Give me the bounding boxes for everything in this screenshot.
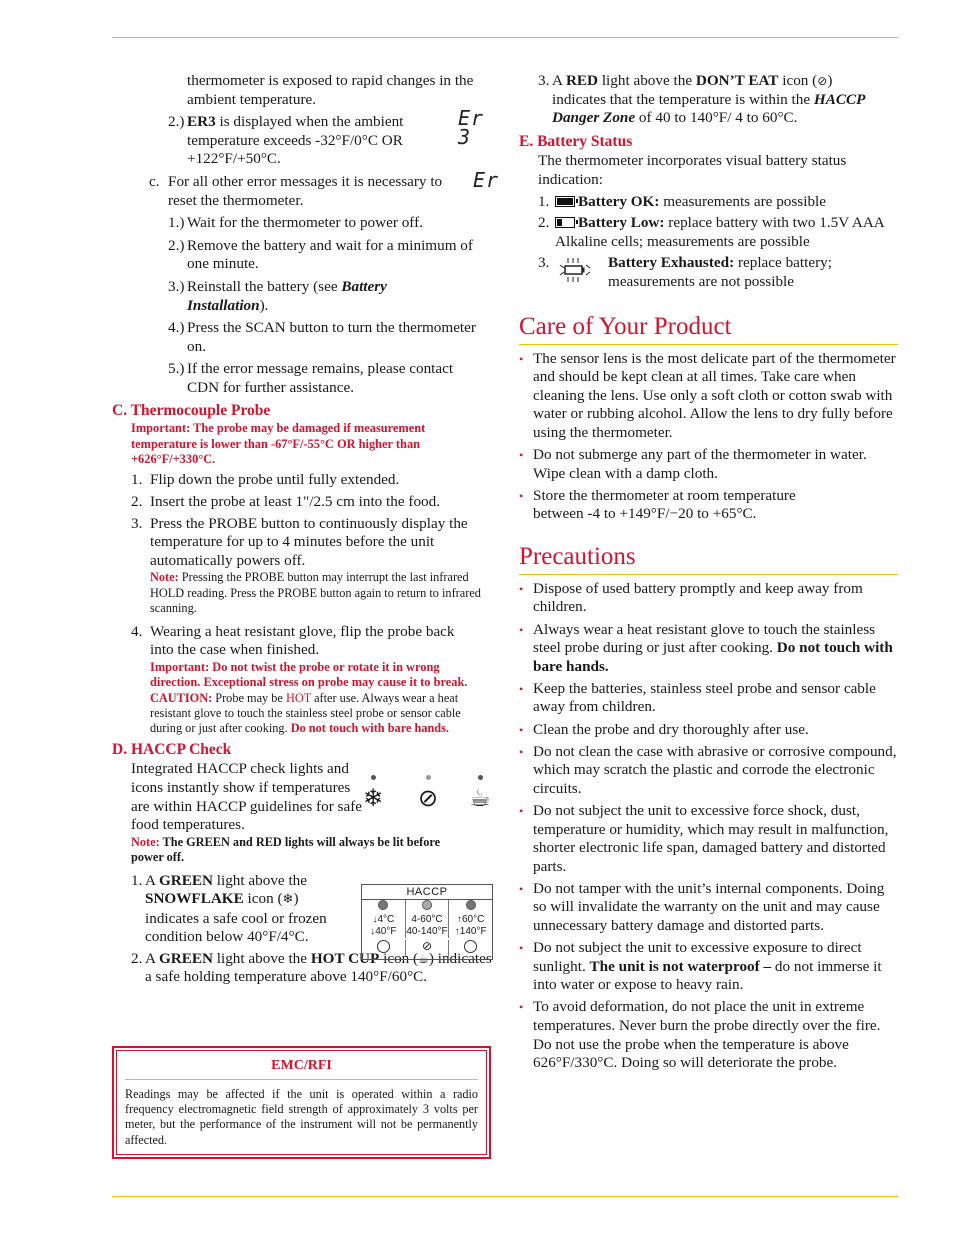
bullet-icon: • bbox=[519, 744, 524, 759]
er3-text: is displayed when the ambient temperature exceeds -32°F/0°C OR +122°F/+50°C. bbox=[187, 113, 404, 168]
cell: ↑60°C bbox=[457, 914, 485, 925]
icon-cell bbox=[362, 940, 406, 957]
step-text: Press the SCAN button to turn the thermometer on. bbox=[187, 319, 476, 355]
bullet-bold: Do not touch with bare hands. bbox=[533, 639, 893, 675]
bullet-text: Keep the batteries, stainless steel probe and sensor cable away from children. bbox=[533, 679, 876, 716]
dont-eat-indicator bbox=[413, 775, 443, 811]
snowflake-icon: ❄ bbox=[282, 892, 294, 908]
hot-cup-icon: ☕ bbox=[418, 951, 429, 966]
cell: 4-60°C bbox=[406, 914, 450, 926]
item-num: 1. bbox=[131, 871, 143, 889]
item-text: ) indicates a safe cool or frozen condition below 40°F/4°C. bbox=[145, 890, 327, 946]
precautions-heading: Precautions bbox=[519, 542, 898, 575]
item-num: 2. bbox=[131, 492, 143, 510]
battery-exhausted-item bbox=[538, 254, 898, 291]
icon-cell bbox=[406, 940, 450, 957]
list-item bbox=[519, 487, 833, 524]
battery-ok-item bbox=[538, 193, 898, 212]
caution-text-2: after use. Always wear a heat resistant glove to touch the stainless steel probe or sensor cable during or just after cooking. bbox=[150, 690, 461, 736]
emc-inner bbox=[116, 1050, 487, 1155]
indicator-led bbox=[371, 775, 376, 780]
emc-body: Readings may be affected if the unit is operated within a radio frequency electromagnetic field strength of approximately 3 volts per meter, but the performance of the instrument will not be permanently affected. bbox=[125, 1086, 478, 1147]
item-text: icon ( bbox=[243, 890, 283, 908]
circle-icon bbox=[464, 940, 477, 953]
right-column bbox=[519, 72, 898, 1076]
haccp-note bbox=[131, 835, 471, 866]
led-circle bbox=[466, 900, 476, 910]
section-d-heading: D. HACCP Check bbox=[112, 740, 232, 758]
haccp-table-celsius bbox=[362, 914, 492, 926]
probe-item-3 bbox=[131, 515, 493, 571]
list-item bbox=[519, 580, 898, 617]
item-num: 3. bbox=[538, 72, 550, 89]
item-text: A bbox=[145, 949, 159, 967]
c-label: c. bbox=[149, 172, 160, 190]
note-label: Note: bbox=[131, 834, 160, 849]
care-list bbox=[519, 350, 898, 524]
c-text: For all other error messages it is necessary to reset the thermometer. bbox=[168, 172, 443, 209]
led-cell bbox=[406, 900, 450, 914]
led-circle bbox=[422, 900, 432, 910]
battery-text: measurements are possible bbox=[659, 192, 826, 210]
snowflake-word: SNOWFLAKE bbox=[145, 890, 244, 908]
probe-important-2: Important: Do not twist the probe or rotate it in wrong direction. Exceptional stress on probe may cause it to break. bbox=[150, 659, 468, 690]
er3-code: ER3 bbox=[187, 113, 216, 131]
item-text: Wearing a heat resistant glove, flip the probe back into the case when finished. bbox=[150, 622, 455, 659]
cell: ↑140°F bbox=[454, 926, 487, 937]
emc-box bbox=[112, 1046, 491, 1159]
precautions-list bbox=[519, 580, 898, 1073]
list-item bbox=[519, 998, 898, 1072]
no-eat-icon: ⊘ bbox=[817, 74, 828, 88]
probe-item-1 bbox=[131, 471, 492, 490]
step-text: If the error message remains, please contact CDN for further assistance. bbox=[187, 360, 454, 396]
care-heading: Care of Your Product bbox=[519, 312, 898, 345]
cell: ↓4°C bbox=[362, 914, 406, 926]
bullet-icon: • bbox=[519, 803, 524, 818]
list-item bbox=[519, 446, 898, 483]
circle-icon bbox=[377, 940, 390, 953]
battery-text: replace battery; measurements are not possible bbox=[608, 254, 832, 290]
section-e-heading: E. Battery Status bbox=[519, 132, 633, 150]
item-text: A bbox=[145, 871, 159, 889]
item-num: 4. bbox=[131, 622, 143, 640]
battery-label: Battery Exhausted: bbox=[608, 254, 735, 272]
haccp-intro: Integrated HACCP check lights and icons instantly show if temperatures are within HACCP guidelines for safe food temperatures. bbox=[131, 760, 363, 834]
hot-cup-icon: ☕ bbox=[469, 784, 491, 812]
probe-item-2 bbox=[131, 493, 492, 512]
step-text-end: ). bbox=[259, 296, 269, 314]
item-num: 3. bbox=[538, 254, 550, 272]
bullet-text: Do not clean the case with abrasive or corrosive compound, which may scratch the plastic and corrode the electronic circuits. bbox=[533, 742, 897, 797]
item-text: Flip down the probe until fully extended. bbox=[150, 471, 400, 489]
item-text: ) indicates a safe holding temperature above 140°F/60°C. bbox=[145, 949, 492, 986]
dont-eat-word: DON’T EAT bbox=[695, 72, 779, 89]
bullet-text: Clean the probe and dry thoroughly after use. bbox=[533, 720, 809, 738]
bullet-text: Do not subject the unit to excessive exposure to direct sunlight. bbox=[533, 939, 862, 975]
step-text: Reinstall the battery (see bbox=[187, 277, 342, 295]
item-num: 2. bbox=[538, 214, 550, 232]
list-item bbox=[519, 802, 898, 876]
bullet-icon: • bbox=[519, 581, 524, 596]
bullet-text: To avoid deformation, do not place the unit in extreme temperatures. Never burn the probe directly over the fire. Do not use the probe when the temperature is above 626°F/330°C. Doing so will deteriorate the probe. bbox=[533, 998, 881, 1072]
bullet-text: Always wear a heat resistant glove to touch the stainless steel probe during or just after cooking. bbox=[533, 620, 876, 657]
led-cell bbox=[362, 900, 406, 914]
haccp-table-icons bbox=[362, 938, 492, 959]
bullet-icon: • bbox=[519, 1000, 524, 1015]
probe-note bbox=[150, 570, 492, 616]
bullet-icon: • bbox=[519, 351, 524, 366]
step-2 bbox=[168, 237, 477, 274]
step-num: 2.) bbox=[168, 236, 185, 254]
icon-cell bbox=[449, 940, 492, 957]
step-num: 3.) bbox=[168, 277, 185, 295]
item-text: Press the PROBE button to continuously display the temperature for up to 4 minutes before the unit automatically powers off. bbox=[150, 514, 468, 569]
item-text: Insert the probe at least 1"/2.5 cm into the food. bbox=[150, 492, 441, 510]
bullet-icon: • bbox=[519, 881, 524, 896]
haccp-icons bbox=[358, 775, 493, 825]
note-text: Pressing the PROBE button may interrupt the last infrared HOLD reading. Press the PROBE button again to return to infrared scanning. bbox=[150, 570, 481, 616]
bullet-text-2: do not immerse it into water or expose to heavy rain. bbox=[533, 957, 882, 994]
indicator-led bbox=[426, 775, 431, 780]
battery-label: Battery OK: bbox=[578, 192, 660, 210]
haccp-table bbox=[361, 884, 493, 960]
red-word: RED bbox=[565, 72, 599, 89]
item-num: 3. bbox=[131, 514, 143, 532]
note-label: Note: bbox=[150, 570, 179, 585]
bullet-text: Dispose of used battery promptly and keep away from children. bbox=[533, 579, 863, 616]
list-item bbox=[519, 621, 898, 677]
item-text: of 40 to 140°F/ 4 to 60°C. bbox=[635, 109, 798, 127]
battery-full-icon bbox=[555, 196, 575, 207]
bullet-icon: • bbox=[519, 622, 524, 637]
caution-end: Do not touch with bare hands. bbox=[290, 721, 450, 736]
item-text: light above the bbox=[212, 871, 308, 889]
left-column bbox=[112, 72, 500, 987]
intro-line: thermometer is exposed to rapid changes in the ambient temperature. bbox=[187, 72, 474, 108]
item-text: ) indicates that the temperature is within the bbox=[552, 72, 833, 108]
bottom-rule bbox=[112, 1196, 898, 1197]
list-item bbox=[519, 939, 898, 995]
haccp-table-leds bbox=[362, 900, 492, 914]
green-word: GREEN bbox=[158, 949, 213, 967]
no-eat-icon: ⊘ bbox=[421, 939, 433, 953]
step-5 bbox=[168, 360, 477, 397]
step-3 bbox=[168, 278, 467, 315]
bullet-text: Do not tamper with the unit’s internal components. Doing so will invalidate the warranty on the unit and may cause unnecessary battery damage and distorted parts. bbox=[533, 879, 885, 934]
probe-caution bbox=[150, 691, 485, 737]
indicator-led bbox=[478, 775, 483, 780]
caution-hot: HOT bbox=[285, 690, 311, 705]
bullet-text: Store the thermometer at room temperature between -4 to +149°F/−20 to +65°C. bbox=[533, 486, 796, 523]
emc-title: EMC/RFI bbox=[125, 1057, 478, 1080]
step-4 bbox=[168, 319, 477, 356]
haccp-table-title: HACCP bbox=[362, 885, 492, 900]
led-cell bbox=[449, 900, 492, 914]
haccp-table-fahrenheit bbox=[362, 926, 492, 938]
battery-installation-ref: Battery Installation bbox=[187, 277, 387, 314]
section-c-heading: C. Thermocouple Probe bbox=[112, 401, 271, 419]
list-item bbox=[519, 350, 898, 443]
cell: ↓40°F bbox=[362, 926, 406, 938]
bullet-text: The sensor lens is the most delicate part of the thermometer and should be kept clean at all times. Take care when cleaning the lens. Use only a soft cloth or cotton swab with water or rubbing alcohol. Allow the lens to dry fully before using the thermometer. bbox=[533, 349, 896, 441]
item-num: 2. bbox=[131, 949, 143, 967]
section-c-important: Important: The probe may be damaged if measurement temperature is lower than -67°F/-55°C OR higher than +626°F/+330°C. bbox=[131, 421, 426, 466]
bullet-icon: • bbox=[519, 722, 524, 737]
note-text: The GREEN and RED lights will always be lit before power off. bbox=[131, 834, 441, 865]
led-circle bbox=[378, 900, 388, 910]
list-item bbox=[519, 721, 898, 740]
cell: 40-140°F bbox=[406, 926, 448, 937]
step-text: Remove the battery and wait for a minimum of one minute. bbox=[187, 236, 473, 273]
battery-exhausted-icon bbox=[558, 257, 592, 283]
er3-display-icon: Er 3 bbox=[458, 106, 485, 149]
step-num: 4.) bbox=[168, 319, 185, 337]
bullet-icon: • bbox=[519, 488, 524, 503]
snowflake-indicator bbox=[358, 775, 388, 811]
no-eat-icon: ⊘ bbox=[417, 784, 439, 812]
hot-cup-indicator bbox=[465, 775, 495, 811]
er-display-icon: Er bbox=[473, 167, 500, 192]
bullet-icon: • bbox=[519, 448, 524, 462]
haccp-item-1 bbox=[131, 872, 345, 947]
list-item bbox=[519, 743, 898, 799]
battery-intro: The thermometer incorporates visual battery status indication: bbox=[538, 152, 847, 188]
bullet-text: Do not submerge any part of the thermometer in water. Wipe clean with a damp cloth. bbox=[533, 446, 867, 482]
step-num: 1.) bbox=[168, 214, 185, 232]
green-word: GREEN bbox=[158, 871, 213, 889]
list-item bbox=[519, 880, 898, 936]
item-num: 1. bbox=[131, 471, 143, 489]
caution-text: Probe may be bbox=[212, 690, 286, 705]
bullet-text: Do not subject the unit to excessive force shock, dust, temperature or humidity, which may result in malfunction, shorter electronic life span, damaged battery and distorted parts. bbox=[533, 801, 889, 875]
hot-cup-word: HOT CUP bbox=[310, 949, 380, 967]
item-text: icon ( bbox=[778, 72, 818, 89]
step-1 bbox=[168, 214, 487, 233]
list-item bbox=[519, 680, 898, 717]
bullet-icon: • bbox=[519, 941, 524, 956]
item-text: A bbox=[552, 72, 566, 89]
item-text: light above the bbox=[212, 949, 311, 967]
step-text: Wait for the thermometer to power off. bbox=[187, 214, 423, 232]
haccp-item-3 bbox=[538, 72, 882, 128]
snowflake-icon: ❄ bbox=[362, 784, 384, 812]
er3-item bbox=[168, 106, 485, 169]
battery-low-icon bbox=[555, 217, 575, 228]
er3-num: 2.) bbox=[168, 113, 185, 131]
top-rule bbox=[112, 37, 898, 38]
battery-low-item bbox=[538, 214, 900, 251]
caution-label: CAUTION: bbox=[150, 690, 213, 705]
battery-label: Battery Low: bbox=[578, 214, 665, 232]
battery-text: replace battery with two 1.5V AAA Alkaline cells; measurements are possible bbox=[555, 214, 884, 250]
step-num: 5.) bbox=[168, 360, 185, 378]
item-text: light above the bbox=[598, 72, 696, 89]
danger-zone: HACCP Danger Zone bbox=[552, 90, 865, 127]
bullet-bold: The unit is not waterproof – bbox=[589, 957, 772, 975]
bullet-icon: • bbox=[519, 681, 524, 696]
item-num: 1. bbox=[538, 192, 550, 210]
item-text: icon ( bbox=[379, 949, 419, 967]
c-item bbox=[149, 167, 500, 210]
probe-item-4 bbox=[131, 623, 475, 660]
